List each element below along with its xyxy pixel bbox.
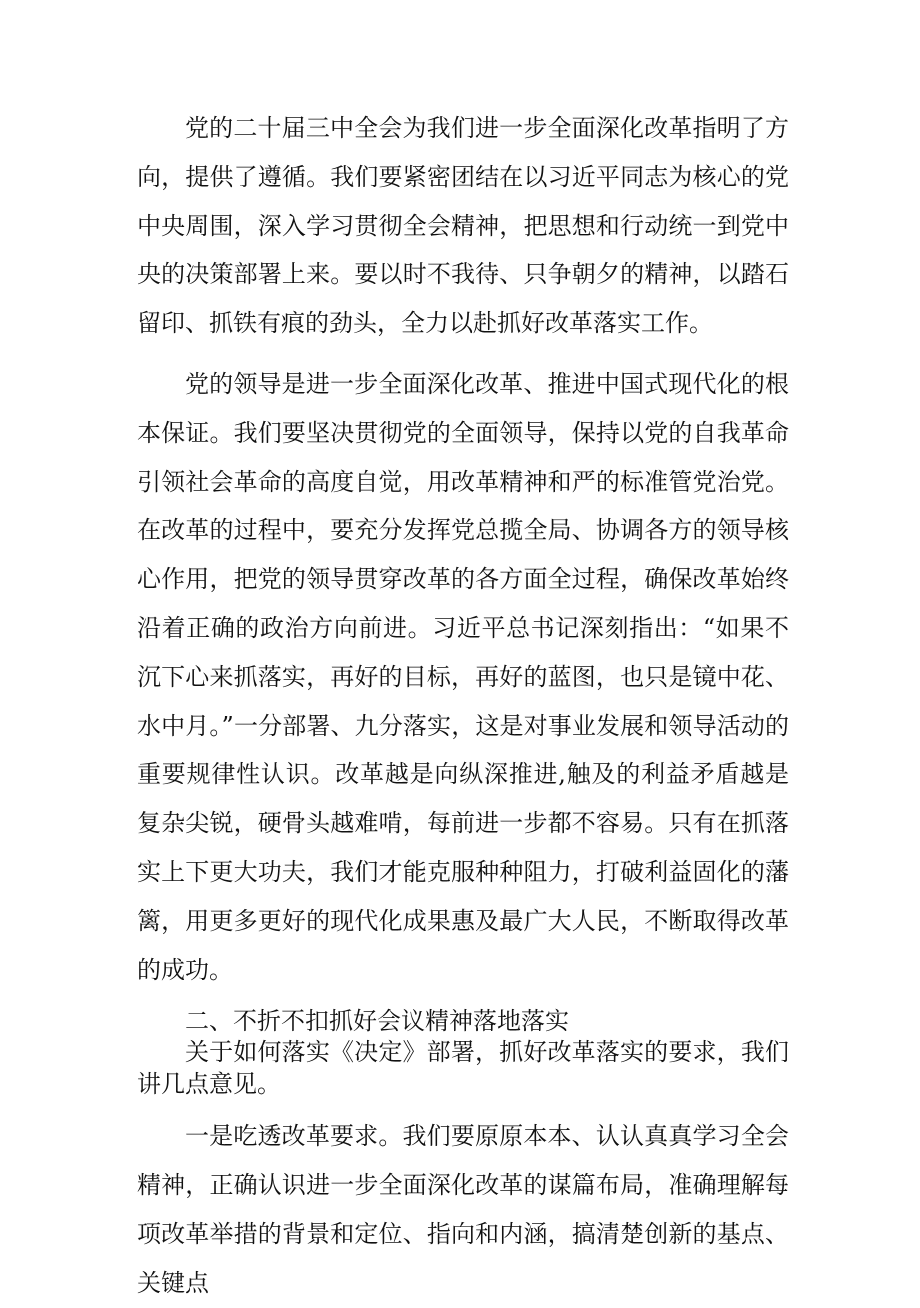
paragraph-gap	[137, 348, 789, 360]
paragraph-gap	[137, 1100, 789, 1112]
paragraph-3: 一是吃透改革要求。我们要原原本本、认认真真学习全会精神，正确认识进一步全面深化改革的谋篇布局，准确理解每项改革举措的背景和定位、指向和内涵，搞清楚创新的基点、关键点	[137, 1122, 789, 1297]
paragraph-gap	[137, 994, 789, 1002]
paragraph-1: 党的二十届三中全会为我们进一步全面深化改革指明了方向，提供了遵循。我们要紧密团结在以习近平同志为核心的党中央周围，深入学习贯彻全会精神，把思想和行动统一到党中央的决策部署上来。要以时不我待、只争朝夕的精神，以踏石留印、抓铁有痕的劲头，全力以赴抓好改革落实工作。	[137, 114, 789, 338]
paragraph-2: 党的领导是进一步全面深化改革、推进中国式现代化的根本保证。我们要坚决贯彻党的全面领导，保持以党的自我革命引领社会革命的高度自觉，用改革精神和严的标准管党治党。在改革的过程中，要充分发挥党总揽全局、协调各方的领导核心作用，把党的领导贯穿改革的各方面全过程，确保改革始终沿着正确的政治方向前进。习近平总书记深刻指出：“如果不沉下心来抓落实，再好的目标，再好的蓝图，也只是镜中花、水中月。”一分部署、九分落实，这是对事业发展和领导活动的重要规律性认识。改革越是向纵深推进,触及的利益矛盾越是复杂尖锐，硬骨头越难啃，每前进一步都不容易。只有在抓落实上下更大功夫，我们才能克服种种阻力，打破利益固化的藩篱，用更多更好的现代化成果惠及最广大人民，不断取得改革的成功。	[137, 369, 789, 984]
document-page	[137, 104, 789, 1308]
section-heading: 二、不折不扣抓好会议精神落地落实	[185, 1007, 569, 1036]
intro-paragraph: 关于如何落实《决定》部署，抓好改革落实的要求，我们讲几点意见。	[137, 1038, 789, 1099]
